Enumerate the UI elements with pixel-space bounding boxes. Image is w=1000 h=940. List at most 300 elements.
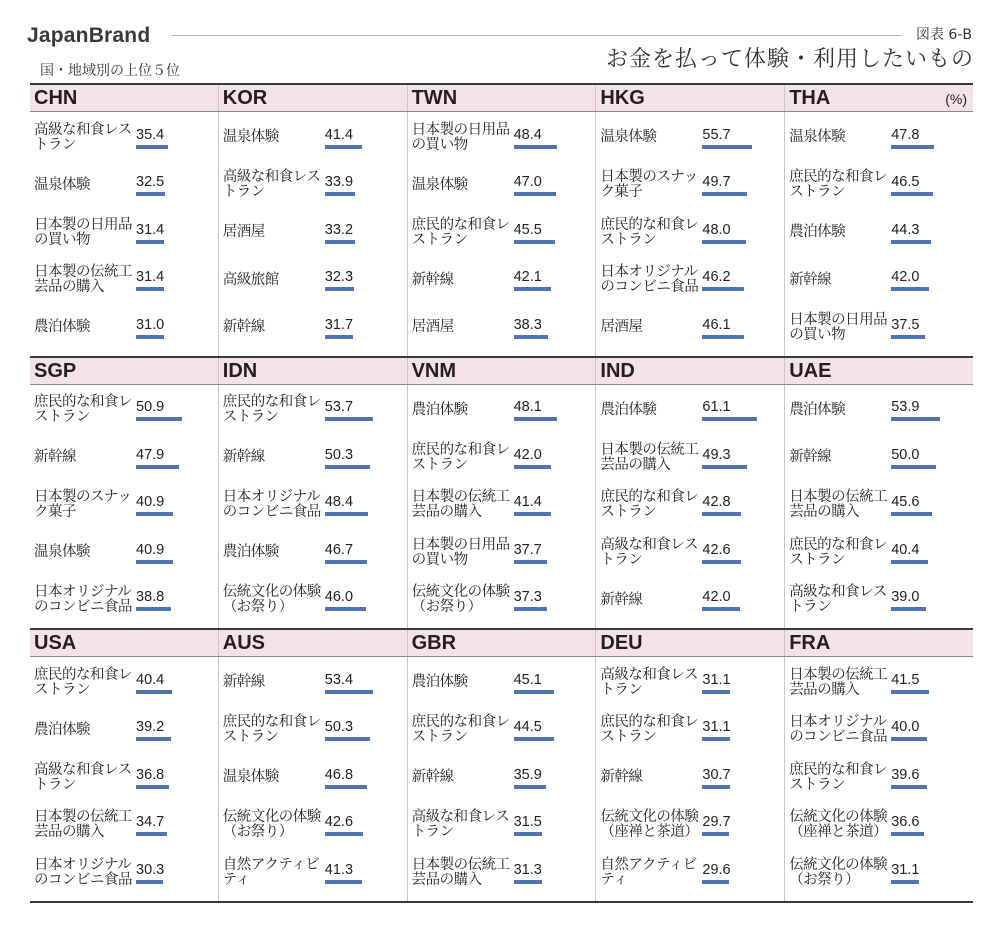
- item-value: 42.6: [702, 541, 731, 558]
- region-column: [785, 657, 973, 901]
- region-code-label: UAE: [789, 359, 832, 382]
- region-code-label: CHN: [34, 87, 78, 109]
- region-code-label: IND: [600, 359, 635, 382]
- list-item: [223, 434, 407, 482]
- list-item: [412, 482, 596, 530]
- item-label: 日本製の伝統工芸品の購入: [34, 809, 132, 841]
- value-bar: [136, 417, 182, 421]
- item-label: 日本オリジナルのコンビニ食品: [789, 714, 888, 746]
- value-bar: [702, 785, 730, 789]
- region-column: [596, 112, 785, 356]
- item-label: 伝統文化の体験（座禅と茶道）: [789, 809, 888, 841]
- value-bar: [136, 607, 171, 611]
- list-item: [34, 802, 218, 850]
- item-label: 日本製の日用品の買い物: [789, 311, 888, 343]
- item-label: 日本オリジナルのコンビニ食品: [222, 489, 321, 521]
- list-item: [600, 209, 784, 257]
- list-item: [600, 659, 784, 707]
- item-label: 農泊体験: [789, 401, 846, 418]
- item-label: 農泊体験: [411, 401, 468, 418]
- region-header-row: [30, 358, 973, 385]
- value-bar: [702, 145, 752, 149]
- item-label: 日本製の伝統工芸品の購入: [789, 666, 888, 698]
- item-label: 庶民的な和食レストラン: [789, 536, 888, 568]
- region-body-row: [30, 657, 973, 901]
- item-label: 農泊体験: [411, 674, 468, 691]
- value-cell: [136, 585, 216, 615]
- value-bar: [136, 512, 173, 516]
- item-value: 42.0: [513, 446, 542, 463]
- item-value: 46.5: [891, 174, 920, 191]
- item-label: 温泉体験: [789, 129, 846, 146]
- item-label: 庶民的な和食レストラン: [411, 441, 510, 473]
- item-value: 46.1: [702, 316, 731, 333]
- list-item: [34, 162, 218, 210]
- region-code: [219, 358, 408, 384]
- region-column: [408, 112, 597, 356]
- item-value: 30.3: [136, 861, 165, 878]
- item-label: 日本製の伝統工芸品の購入: [789, 489, 888, 521]
- item-label: 庶民的な和食レストラン: [34, 666, 132, 698]
- header-divider: [172, 35, 902, 36]
- value-cell: [891, 395, 971, 425]
- item-label: 日本製の日用品の買い物: [411, 121, 510, 153]
- region-column: [596, 657, 785, 901]
- item-value: 37.5: [891, 316, 920, 333]
- value-cell: [702, 265, 782, 295]
- item-label: 庶民的な和食レストラン: [600, 216, 699, 248]
- value-cell: [702, 715, 782, 745]
- item-label: 農泊体験: [600, 401, 657, 418]
- item-label: 居酒屋: [411, 319, 454, 336]
- item-value: 31.1: [702, 719, 731, 736]
- value-bar: [325, 880, 362, 884]
- item-value: 31.7: [324, 316, 354, 333]
- value-cell: [891, 170, 971, 200]
- value-bar: [325, 417, 373, 421]
- item-label: 日本製の伝統工芸品の購入: [34, 264, 132, 296]
- list-item: [34, 209, 218, 257]
- region-code-label: AUS: [222, 632, 266, 654]
- value-cell: [136, 715, 216, 745]
- item-value: 40.9: [136, 541, 165, 558]
- region-code: [596, 358, 785, 384]
- list-item: [34, 482, 218, 530]
- item-label: 日本製の伝統工芸品の購入: [411, 856, 510, 888]
- item-value: 47.0: [513, 174, 542, 191]
- value-bar: [325, 145, 362, 149]
- item-value: 50.3: [324, 719, 354, 736]
- list-item: [412, 802, 596, 850]
- value-cell: [514, 858, 594, 888]
- region-header-row: [30, 630, 973, 657]
- ranking-grid: [30, 83, 973, 903]
- value-cell: [514, 668, 594, 698]
- chart-subtitle: 国・地域別の上位５位: [40, 63, 180, 79]
- list-item: [412, 387, 596, 435]
- list-item: [412, 529, 596, 577]
- item-value: 46.8: [324, 766, 354, 783]
- value-cell: [702, 585, 782, 615]
- item-label: 自然アクティビティ: [600, 856, 697, 888]
- value-bar: [702, 192, 747, 196]
- list-item: [34, 707, 218, 755]
- value-cell: [891, 443, 971, 473]
- item-value: 53.4: [324, 671, 354, 688]
- value-bar: [325, 335, 354, 339]
- item-value: 42.6: [324, 814, 354, 831]
- item-label: 庶民的な和食レストラン: [34, 394, 132, 426]
- value-cell: [136, 668, 216, 698]
- item-value: 48.0: [702, 221, 731, 238]
- value-cell: [891, 858, 971, 888]
- region-code-label: VNM: [411, 359, 457, 382]
- region-column: [219, 385, 408, 629]
- value-cell: [325, 538, 405, 568]
- value-bar: [325, 607, 366, 611]
- value-bar: [136, 287, 164, 291]
- value-cell: [136, 858, 216, 888]
- item-label: 居酒屋: [600, 319, 643, 336]
- item-value: 39.6: [891, 766, 920, 783]
- list-item: [789, 304, 973, 352]
- value-bar: [136, 145, 168, 149]
- list-item: [223, 707, 407, 755]
- value-cell: [514, 395, 594, 425]
- value-bar: [891, 512, 932, 516]
- value-bar: [514, 145, 558, 149]
- item-value: 45.5: [513, 221, 542, 238]
- region-column: [408, 385, 597, 629]
- item-label: 高級な和食レストラン: [34, 761, 132, 793]
- item-value: 45.6: [891, 494, 920, 511]
- value-bar: [702, 287, 744, 291]
- value-cell: [325, 265, 405, 295]
- list-item: [412, 162, 596, 210]
- region-code: [408, 358, 597, 384]
- item-value: 42.0: [702, 589, 731, 606]
- figure-number: 図表 6-B: [915, 27, 972, 43]
- region-code: [408, 630, 597, 656]
- item-label: 新幹線: [222, 319, 265, 336]
- value-cell: [136, 763, 216, 793]
- item-value: 30.7: [702, 766, 731, 783]
- value-cell: [514, 170, 594, 200]
- item-value: 50.9: [136, 399, 165, 416]
- region-column: [30, 112, 219, 356]
- item-label: 温泉体験: [600, 129, 657, 146]
- value-cell: [702, 123, 782, 153]
- value-bar: [702, 417, 757, 421]
- value-bar: [702, 832, 729, 836]
- item-value: 31.5: [513, 814, 542, 831]
- region-row: [30, 356, 973, 629]
- region-column: [30, 657, 219, 901]
- value-bar: [891, 145, 934, 149]
- list-item: [412, 304, 596, 352]
- value-bar: [514, 192, 556, 196]
- value-bar: [325, 832, 363, 836]
- value-bar: [325, 512, 369, 516]
- item-label: 新幹線: [600, 591, 643, 608]
- item-label: 高級な和食レストラン: [34, 121, 132, 153]
- region-code: [219, 630, 408, 656]
- item-label: 伝統文化の体験（お祭り）: [411, 584, 510, 616]
- list-item: [34, 434, 218, 482]
- value-bar: [891, 335, 925, 339]
- value-bar: [136, 560, 173, 564]
- item-label: 農泊体験: [789, 224, 846, 241]
- value-bar: [891, 287, 929, 291]
- item-value: 38.3: [513, 316, 542, 333]
- region-code-label: IDN: [222, 359, 258, 382]
- list-item: [223, 754, 407, 802]
- value-cell: [136, 218, 216, 248]
- value-cell: [891, 538, 971, 568]
- item-label: 自然アクティビティ: [222, 856, 320, 888]
- value-cell: [702, 858, 782, 888]
- list-item: [600, 162, 784, 210]
- region-code-label: THA: [789, 87, 831, 109]
- list-item: [34, 529, 218, 577]
- value-cell: [325, 313, 405, 343]
- region-code: [596, 630, 785, 656]
- item-label: 高級な和食レストラン: [600, 666, 698, 698]
- value-bar: [136, 335, 164, 339]
- region-code-label: USA: [34, 632, 77, 654]
- region-code-label: KOR: [222, 87, 268, 109]
- item-label: 日本製のスナック菓子: [34, 489, 132, 521]
- region-code: [785, 358, 973, 384]
- item-value: 61.1: [702, 399, 731, 416]
- item-label: 新幹線: [411, 769, 454, 786]
- item-value: 42.0: [891, 269, 920, 286]
- value-bar: [514, 512, 551, 516]
- item-label: 新幹線: [789, 271, 832, 288]
- region-code: [596, 85, 785, 111]
- value-cell: [325, 715, 405, 745]
- item-value: 31.1: [891, 861, 920, 878]
- list-item: [789, 114, 973, 162]
- value-cell: [325, 123, 405, 153]
- value-cell: [136, 810, 216, 840]
- value-bar: [891, 560, 927, 564]
- item-label: 温泉体験: [411, 176, 468, 193]
- item-label: 伝統文化の体験（お祭り）: [222, 809, 321, 841]
- list-item: [223, 209, 407, 257]
- value-bar: [514, 607, 548, 611]
- value-cell: [514, 538, 594, 568]
- item-value: 40.4: [136, 671, 165, 688]
- value-bar: [702, 240, 745, 244]
- item-label: 農泊体験: [222, 544, 279, 561]
- unit-label: (%): [945, 91, 967, 107]
- value-cell: [325, 585, 405, 615]
- list-item: [789, 577, 973, 625]
- item-label: 農泊体験: [34, 319, 90, 336]
- list-item: [223, 529, 407, 577]
- value-bar: [891, 832, 924, 836]
- item-value: 31.4: [136, 269, 165, 286]
- list-item: [412, 434, 596, 482]
- value-bar: [325, 785, 367, 789]
- region-row: [30, 83, 973, 356]
- item-value: 40.0: [891, 719, 920, 736]
- value-cell: [136, 313, 216, 343]
- value-cell: [136, 490, 216, 520]
- region-column: [219, 112, 408, 356]
- item-value: 41.5: [891, 671, 920, 688]
- item-value: 48.4: [513, 126, 542, 143]
- item-label: 伝統文化の体験（お祭り）: [789, 856, 888, 888]
- value-cell: [891, 123, 971, 153]
- item-label: 日本製の日用品の買い物: [411, 536, 510, 568]
- list-item: [34, 387, 218, 435]
- value-cell: [702, 538, 782, 568]
- region-code: [219, 85, 408, 111]
- item-label: 日本製の伝統工芸品の購入: [411, 489, 510, 521]
- list-item: [223, 114, 407, 162]
- item-value: 41.4: [324, 126, 354, 143]
- value-cell: [325, 490, 405, 520]
- region-code-label: HKG: [600, 87, 645, 109]
- region-body-row: [30, 385, 973, 629]
- item-label: 庶民的な和食レストラン: [789, 761, 888, 793]
- list-item: [412, 114, 596, 162]
- value-bar: [325, 560, 367, 564]
- value-cell: [325, 668, 405, 698]
- list-item: [789, 802, 973, 850]
- item-value: 49.7: [702, 174, 731, 191]
- item-label: 温泉体験: [222, 769, 279, 786]
- value-bar: [702, 560, 740, 564]
- item-value: 38.8: [136, 589, 165, 606]
- list-item: [223, 849, 407, 897]
- value-cell: [891, 668, 971, 698]
- item-label: 新幹線: [789, 449, 832, 466]
- list-item: [223, 162, 407, 210]
- list-item: [789, 849, 973, 897]
- list-item: [789, 387, 973, 435]
- value-bar: [325, 690, 373, 694]
- value-bar: [702, 335, 744, 339]
- value-cell: [891, 313, 971, 343]
- item-value: 39.2: [136, 719, 165, 736]
- value-cell: [702, 763, 782, 793]
- item-value: 41.4: [513, 494, 542, 511]
- list-item: [412, 209, 596, 257]
- item-value: 55.7: [702, 126, 731, 143]
- list-item: [600, 802, 784, 850]
- value-cell: [514, 123, 594, 153]
- value-cell: [514, 443, 594, 473]
- value-bar: [325, 287, 354, 291]
- value-cell: [136, 170, 216, 200]
- value-bar: [514, 335, 549, 339]
- value-cell: [891, 585, 971, 615]
- region-header-row: [30, 85, 973, 112]
- item-value: 39.0: [891, 589, 920, 606]
- value-bar: [514, 240, 555, 244]
- value-bar: [891, 607, 926, 611]
- item-value: 46.0: [324, 589, 354, 606]
- list-item: [412, 754, 596, 802]
- list-item: [412, 577, 596, 625]
- item-value: 48.4: [324, 494, 354, 511]
- region-code-label: FRA: [789, 632, 831, 654]
- value-cell: [325, 395, 405, 425]
- list-item: [34, 114, 218, 162]
- item-value: 46.2: [702, 269, 731, 286]
- item-value: 35.4: [136, 126, 165, 143]
- region-column: [408, 657, 597, 901]
- item-value: 47.9: [136, 446, 165, 463]
- item-label: 新幹線: [600, 769, 643, 786]
- item-value: 45.1: [513, 671, 542, 688]
- item-value: 41.3: [324, 861, 354, 878]
- region-column: [30, 385, 219, 629]
- list-item: [412, 849, 596, 897]
- item-label: 庶民的な和食レストラン: [222, 714, 321, 746]
- value-bar: [325, 737, 370, 741]
- item-label: 伝統文化の体験（座禅と茶道）: [600, 809, 699, 841]
- item-value: 33.2: [324, 221, 354, 238]
- item-value: 40.4: [891, 541, 920, 558]
- list-item: [600, 387, 784, 435]
- list-item: [223, 802, 407, 850]
- region-code: [408, 85, 597, 111]
- item-label: 温泉体験: [222, 129, 279, 146]
- region-code-label: GBR: [411, 632, 457, 654]
- item-value: 46.7: [324, 541, 354, 558]
- list-item: [789, 707, 973, 755]
- item-label: 高級な和食レストラン: [789, 584, 887, 616]
- list-item: [223, 387, 407, 435]
- item-label: 日本製のスナック菓子: [600, 169, 698, 201]
- item-label: 日本製の伝統工芸品の購入: [600, 441, 699, 473]
- value-cell: [891, 810, 971, 840]
- region-column: [785, 112, 973, 356]
- item-label: 新幹線: [34, 449, 76, 466]
- value-cell: [702, 810, 782, 840]
- region-column: [785, 385, 973, 629]
- item-value: 40.9: [136, 494, 165, 511]
- value-bar: [514, 417, 557, 421]
- value-cell: [891, 715, 971, 745]
- region-column: [219, 657, 408, 901]
- item-value: 31.4: [136, 221, 165, 238]
- item-value: 29.6: [702, 861, 731, 878]
- item-label: 高級な和食レストラン: [600, 536, 698, 568]
- region-code: [785, 630, 973, 656]
- list-item: [34, 257, 218, 305]
- value-bar: [702, 512, 741, 516]
- value-bar: [514, 737, 554, 741]
- item-value: 44.5: [513, 719, 542, 736]
- value-bar: [514, 560, 548, 564]
- item-value: 36.6: [891, 814, 920, 831]
- value-bar: [702, 607, 740, 611]
- region-row: [30, 628, 973, 903]
- region-code-label: DEU: [600, 632, 643, 654]
- item-value: 32.5: [136, 174, 165, 191]
- list-item: [600, 482, 784, 530]
- value-cell: [702, 490, 782, 520]
- item-label: 高級旅館: [222, 271, 279, 288]
- region-code-label: SGP: [34, 359, 77, 382]
- value-bar: [891, 690, 928, 694]
- value-cell: [891, 265, 971, 295]
